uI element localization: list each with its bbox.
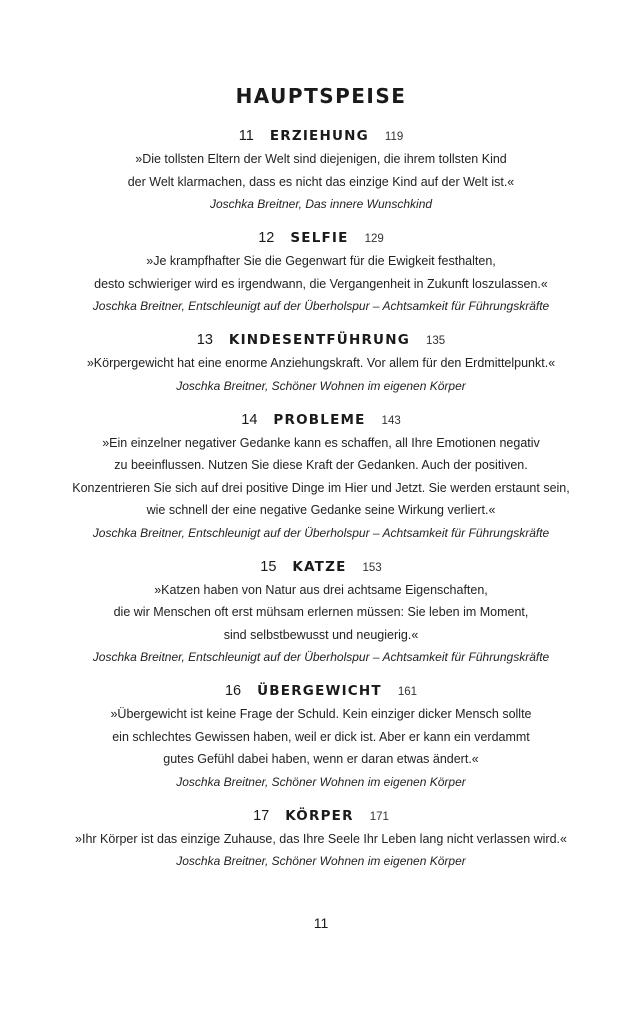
chapter-heading <box>0 679 642 703</box>
chapter-number: 11 <box>238 128 254 144</box>
chapter-entry <box>0 328 642 397</box>
quote-line: sind selbstbewusst und neugierig.« <box>223 627 419 642</box>
quote-source: Joschka Breitner, Das innere Wunschkind <box>209 197 433 211</box>
quote-line: zu beeinflussen. Nutzen Sie diese Kraft der Gedanken. Auch der positiven. <box>114 458 528 472</box>
chapter-number: 14 <box>241 411 258 428</box>
chapter-number: 12 <box>258 230 275 246</box>
quote-source: Joschka Breitner, Schöner Wohnen im eigenen Körper <box>176 854 466 868</box>
chapter-number: 13 <box>196 332 213 348</box>
chapter-title: SELFIE <box>290 230 349 246</box>
quote-line: »Katzen haben von Natur aus drei achtsame Eigenschaften, <box>154 582 488 597</box>
chapter-entry <box>0 124 642 215</box>
quote-line: desto schwieriger wird es irgendwann, die Vergangenheit in Zukunft loszulassen.« <box>94 276 548 291</box>
chapter-title: KINDESENTFÜHRUNG <box>228 332 411 348</box>
quote-line: der Welt klarmachen, dass es nicht das einzige Kind auf der Welt ist.« <box>127 174 515 189</box>
section-title: HAUPTSPEISE <box>235 84 407 108</box>
chapter-heading <box>0 328 642 352</box>
quote-source: Joschka Breitner, Entschleunigt auf der Überholspur – Achtsamkeit für Führungskräfte <box>92 299 550 313</box>
chapter-heading <box>0 226 642 250</box>
chapter-page-ref: 129 <box>364 233 384 245</box>
quote-line: ein schlechtes Gewissen haben, weil er dick ist. Aber er kann ein verdammt <box>112 729 530 744</box>
chapter-page-ref: 171 <box>369 810 389 823</box>
quote-line: »Je krampfhafter Sie die Gegenwart für die Ewigkeit festhalten, <box>146 254 496 268</box>
chapter-title: PROBLEME <box>273 411 366 428</box>
chapter-title: KATZE <box>292 558 347 575</box>
chapter-heading <box>0 408 642 432</box>
chapter-title: ERZIEHUNG <box>269 128 369 144</box>
quote-line: gutes Gefühl dabei haben, wenn er daran etwas ändert.« <box>163 752 479 766</box>
quote-line: »Ein einzelner negativer Gedanke kann es schaffen, all Ihre Emotionen negativ <box>102 435 540 450</box>
chapter-entry <box>0 679 642 793</box>
chapter-heading <box>0 555 642 579</box>
quote-line: »Die tollsten Eltern der Welt sind diejenigen, die ihrem tollsten Kind <box>135 152 507 166</box>
chapter-entry <box>0 408 642 544</box>
chapter-title: ÜBERGEWICHT <box>257 683 382 699</box>
quote-line: wie schnell der eine negative Gedanke seine Wirkung verliert.« <box>146 503 496 517</box>
quote-line: »Körpergewicht hat eine enorme Anziehungskraft. Vor allem für den Erdmittelpunkt.« <box>86 356 556 370</box>
chapter-page-ref: 161 <box>397 686 418 698</box>
chapter-entry <box>0 226 642 317</box>
chapter-list <box>0 124 642 883</box>
chapter-heading <box>0 124 642 148</box>
chapter-heading <box>0 804 642 828</box>
quote-source: Joschka Breitner, Schöner Wohnen im eigenen Körper <box>176 378 466 393</box>
chapter-number: 16 <box>224 683 242 699</box>
page-number: 11 <box>313 915 329 931</box>
quote-source: Joschka Breitner, Schöner Wohnen im eigenen Körper <box>176 774 466 789</box>
quote-source: Joschka Breitner, Entschleunigt auf der Überholspur – Achtsamkeit für Führungskräfte <box>92 525 550 540</box>
chapter-page-ref: 143 <box>381 414 401 427</box>
chapter-number: 15 <box>260 558 277 575</box>
quote-source: Joschka Breitner, Entschleunigt auf der Überholspur – Achtsamkeit für Führungskräfte <box>92 650 550 664</box>
chapter-number: 17 <box>253 807 270 824</box>
chapter-entry <box>0 555 642 669</box>
quote-line: »Ihr Körper ist das einzige Zuhause, das Ihre Seele Ihr Leben lang nicht verlassen wird.« <box>75 831 567 846</box>
quote-line: »Übergewicht ist keine Frage der Schuld. Kein einziger dicker Mensch sollte <box>110 707 532 721</box>
quote-line: Konzentrieren Sie sich auf drei positive Dinge im Hier und Jetzt. Sie werden erstaunt sein, <box>72 480 570 495</box>
chapter-entry <box>0 804 642 873</box>
chapter-page-ref: 135 <box>426 335 446 347</box>
chapter-page-ref: 153 <box>362 561 382 574</box>
chapter-title: KÖRPER <box>285 807 354 824</box>
quote-line: die wir Menschen oft erst mühsam erlernen müssen: Sie leben im Moment, <box>113 605 529 619</box>
chapter-page-ref: 119 <box>384 131 404 143</box>
